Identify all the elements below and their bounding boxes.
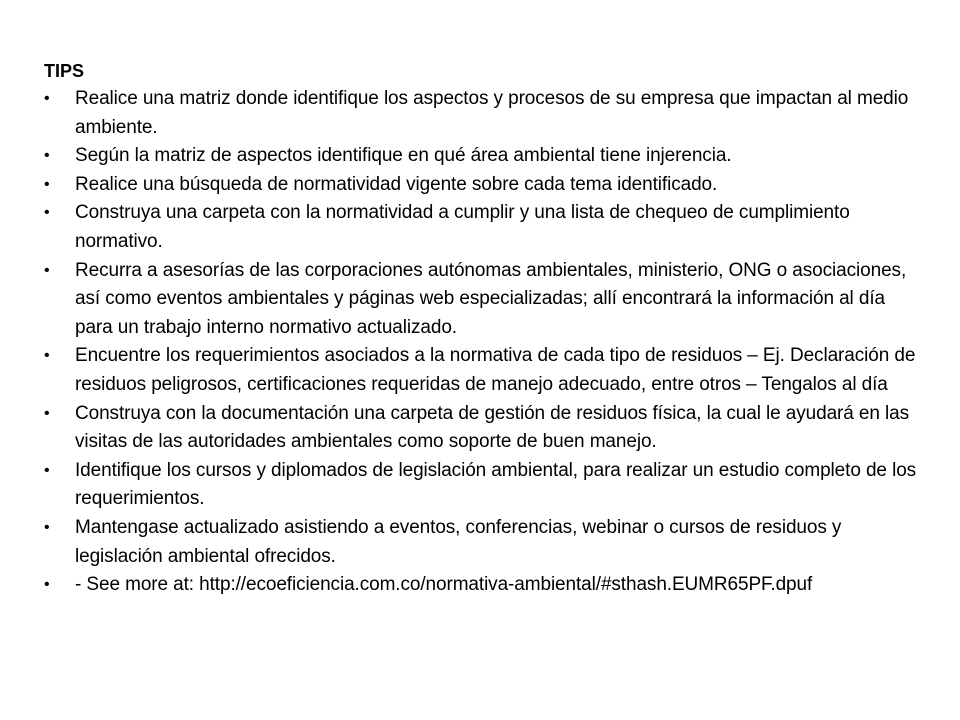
list-item bbox=[44, 514, 924, 571]
list-item-text: Construya una carpeta con la normatividad a cumplir y una lista de chequeo de cumplimiento normativo. bbox=[75, 202, 850, 252]
list-item-text: Realice una matriz donde identifique los aspectos y procesos de su empresa que impactan al medio ambiente. bbox=[75, 88, 909, 138]
list-item-text: Según la matriz de aspectos identifique en qué área ambiental tiene injerencia. bbox=[75, 145, 732, 167]
bullet-icon: • bbox=[44, 518, 50, 536]
bullet-icon: • bbox=[44, 175, 50, 193]
list-item-text: Realice una búsqueda de normatividad vigente sobre cada tema identificado. bbox=[75, 173, 718, 195]
bullet-icon: • bbox=[44, 461, 50, 479]
list-item-text: Mantengase actualizado asistiendo a eventos, conferencias, webinar o cursos de residuos y legislación ambiental ofrecidos. bbox=[75, 516, 842, 567]
list-item bbox=[44, 571, 924, 600]
list-item bbox=[44, 142, 924, 171]
list-item bbox=[44, 171, 924, 200]
bullet-icon: • bbox=[44, 347, 50, 365]
slide-title: TIPS bbox=[44, 61, 85, 81]
list-item-text: Recurra a asesorías de las corporaciones autónomas ambientales, ministerio, ONG o asociaciones, así como eventos ambientales y páginas web especializadas; allí encontrará la información al día para un trabajo interno normativo actualizado. bbox=[75, 259, 907, 338]
list-item bbox=[44, 85, 924, 142]
tips-list bbox=[44, 85, 924, 600]
bullet-icon: • bbox=[44, 576, 50, 594]
bullet-icon: • bbox=[44, 261, 50, 279]
list-item bbox=[44, 342, 924, 399]
list-item-text: Construya con la documentación una carpeta de gestión de residuos física, la cual le ayudará en las visitas de las autoridades ambientales como soporte de buen manejo. bbox=[75, 402, 910, 453]
bullet-icon: • bbox=[44, 90, 50, 107]
bullet-icon: • bbox=[44, 204, 50, 222]
list-item bbox=[44, 257, 924, 343]
list-item-text: Identifique los cursos y diplomados de legislación ambiental, para realizar un estudio completo de los requerimientos. bbox=[75, 459, 917, 510]
bullet-icon: • bbox=[44, 404, 50, 422]
list-item bbox=[44, 199, 924, 256]
list-item-text: Encuentre los requerimientos asociados a la normativa de cada tipo de residuos – Ej. Declaración de residuos peligrosos, certificaciones requeridas de manejo adecuado, entre otros – Tengalos al día bbox=[75, 345, 916, 395]
list-item-text: - See more at: http://ecoeficiencia.com.co/normativa-ambiental/#sthash.EUMR65PF.dpuf bbox=[75, 574, 813, 596]
bullet-icon: • bbox=[44, 147, 50, 165]
list-item bbox=[44, 400, 924, 457]
list-item bbox=[44, 457, 924, 514]
slide-content bbox=[44, 57, 924, 600]
